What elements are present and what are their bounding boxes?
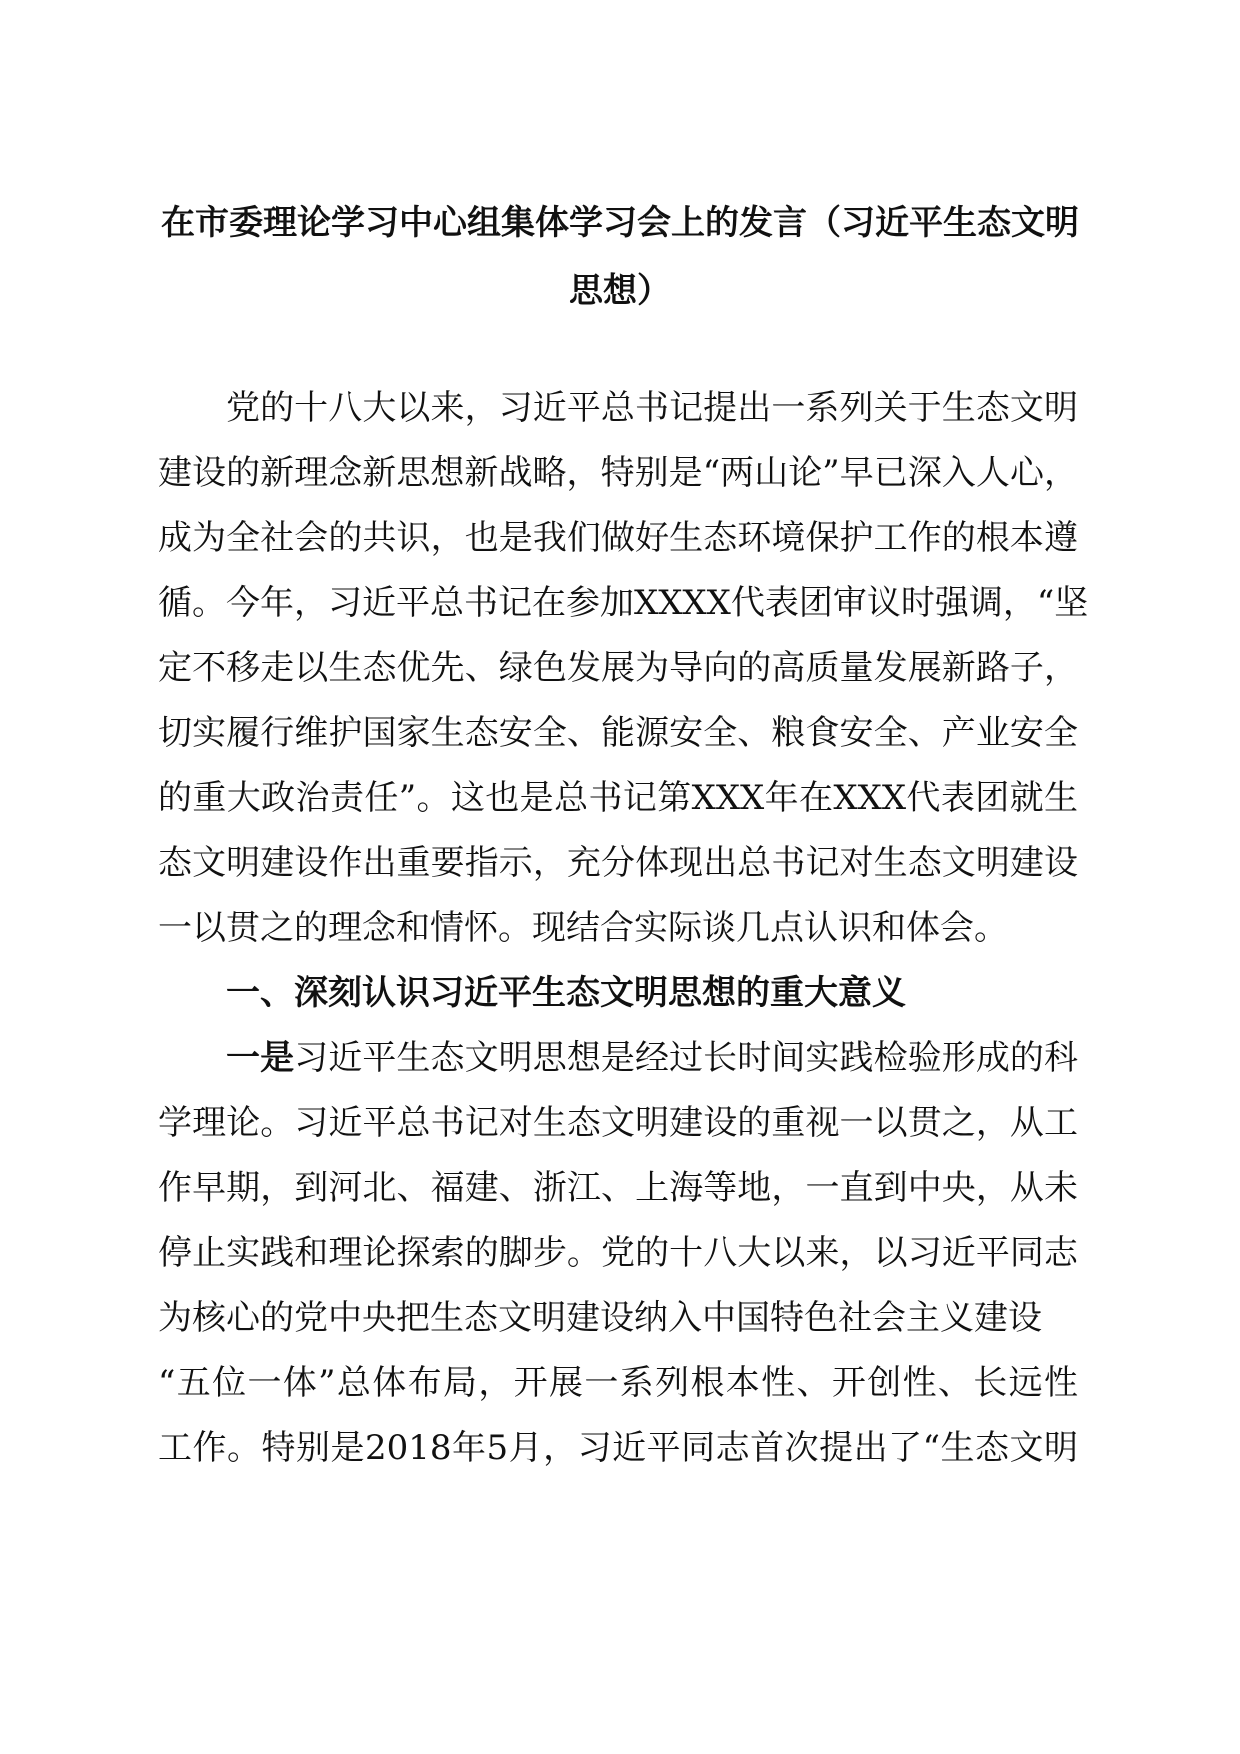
intro-line: 切实履行维护国家生态安全、能源安全、粮食安全、产业安全 bbox=[158, 713, 1078, 753]
point-1-line: 停止实践和理论探索的脚步。党的十八大以来，以习近平同志 bbox=[158, 1233, 1078, 1273]
title-line-2: 思想） bbox=[569, 271, 671, 311]
point-1-line: 工作。特别是2018年5月，习近平同志首次提出了“生态文明 bbox=[158, 1428, 1078, 1468]
point-1-line: 作早期，到河北、福建、浙江、上海等地，一直到中央，从未 bbox=[158, 1168, 1078, 1208]
point-1-line: 学理论。习近平总书记对生态文明建设的重视一以贯之，从工 bbox=[158, 1103, 1078, 1143]
document-title bbox=[160, 189, 1080, 325]
point-1-first-line bbox=[158, 1026, 1078, 1091]
intro-line: 循。今年，习近平总书记在参加XXXX代表团审议时强调，“坚 bbox=[158, 583, 1089, 623]
intro-line: 态文明建设作出重要指示，充分体现出总书记对生态文明建设 bbox=[158, 843, 1078, 883]
title-line-1: 在市委理论学习中心组集体学习会上的发言（习近平生态文明 bbox=[161, 203, 1079, 243]
point-1-line: “五位一体”总体布局，开展一系列根本性、开创性、长远性 bbox=[158, 1363, 1078, 1403]
intro-line: 党的十八大以来，习近平总书记提出一系列关于生态文明 bbox=[226, 388, 1078, 428]
intro-line: 成为全社会的共识，也是我们做好生态环境保护工作的根本遵 bbox=[158, 518, 1078, 558]
intro-line: 一以贯之的理念和情怀。现结合实际谈几点认识和体会。 bbox=[158, 908, 1008, 948]
section-heading: 一、深刻认识习近平生态文明思想的重大意义 bbox=[226, 973, 906, 1013]
intro-line: 定不移走以生态优先、绿色发展为导向的高质量发展新路子， bbox=[158, 648, 1078, 688]
point-1-line: 为核心的党中央把生态文明建设纳入中国特色社会主义建设 bbox=[158, 1298, 1042, 1338]
document-body bbox=[158, 376, 1089, 1481]
point-1-first-rest: 习近平生态文明思想是经过长时间实践检验形成的科 bbox=[294, 1038, 1079, 1078]
intro-line: 建设的新理念新思想新战略，特别是“两山论”早已深入人心， bbox=[158, 453, 1078, 493]
point-1-lead: 一是 bbox=[226, 1038, 295, 1078]
intro-line: 的重大政治责任”。这也是总书记第XXX年在XXX代表团就生 bbox=[158, 778, 1078, 818]
